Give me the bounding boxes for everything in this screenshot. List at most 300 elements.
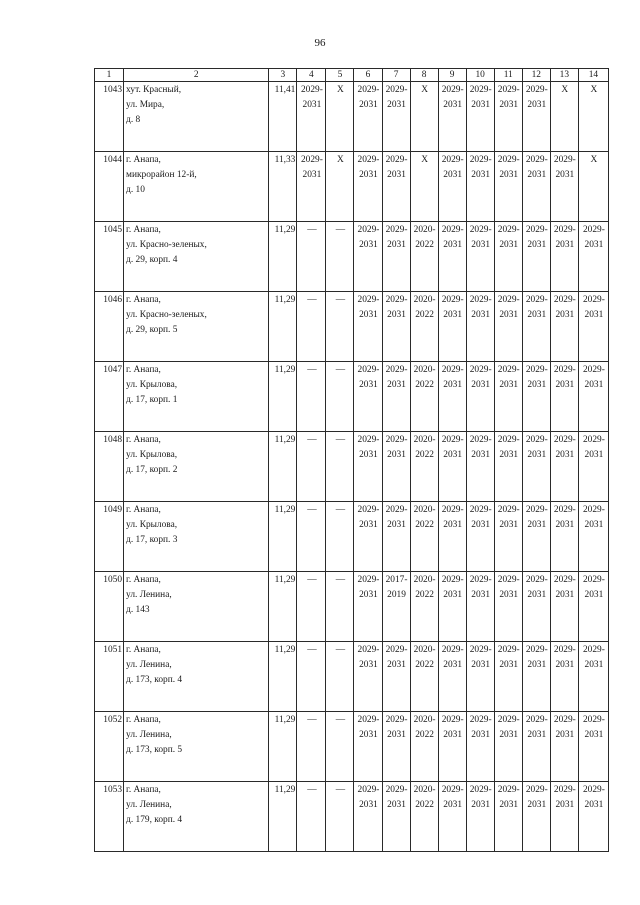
period-line: 2031 (387, 450, 406, 460)
period-cell (550, 642, 578, 712)
period-line: X (590, 155, 598, 165)
period-line: 2031 (443, 100, 462, 110)
period-cell (326, 782, 354, 852)
period-line: 2020- (413, 575, 436, 585)
value-cell: 11,29 (269, 292, 297, 362)
period-line: 2031 (527, 730, 547, 740)
period-cell (326, 362, 354, 432)
period-line: 2031 (555, 450, 575, 460)
address-line: д. 29, корп. 5 (126, 325, 178, 335)
period-cell (522, 222, 550, 292)
period-line: 2029- (441, 645, 464, 655)
period-line: 2029- (385, 645, 408, 655)
period-cell (410, 712, 438, 782)
address-cell (124, 502, 269, 572)
period-line: 2029- (357, 365, 380, 375)
period-line: 2029- (469, 645, 492, 655)
period-line: 2029- (441, 155, 464, 165)
period-line: 2029- (357, 85, 380, 95)
period-cell (578, 642, 608, 712)
period-line: 2029- (385, 785, 408, 795)
period-line: 2029- (357, 155, 380, 165)
address-line: ул. Красно-зеленых, (126, 240, 207, 250)
table-row (95, 572, 609, 642)
period-line: 2029- (441, 295, 464, 305)
period-line: 2029- (582, 575, 605, 585)
period-cell (438, 82, 466, 152)
column-header: 4 (297, 69, 326, 82)
period-line: 2029- (525, 785, 548, 795)
period-line: 2029- (582, 365, 605, 375)
address-line: д. 10 (126, 185, 145, 195)
period-cell (410, 642, 438, 712)
address-cell (124, 782, 269, 852)
period-line: 2029- (300, 85, 323, 95)
period-line: 2031 (443, 170, 462, 180)
period-line: 2029- (441, 365, 464, 375)
address-cell (124, 222, 269, 292)
address-line: д. 143 (126, 605, 150, 615)
period-line: 2031 (555, 800, 575, 810)
address-line: д. 173, корп. 5 (126, 745, 183, 755)
period-line: 2022 (415, 730, 434, 740)
period-line: 2031 (443, 520, 462, 530)
column-header: 2 (124, 69, 269, 82)
period-cell (550, 502, 578, 572)
address-line: д. 29, корп. 4 (126, 255, 178, 265)
period-cell (326, 82, 354, 152)
period-line: 2031 (443, 310, 462, 320)
table-row (95, 782, 609, 852)
address-cell (124, 572, 269, 642)
value-cell: 11,29 (269, 502, 297, 572)
period-line: 2029- (525, 715, 548, 725)
period-line: 2029- (469, 715, 492, 725)
row-number: 1050 (95, 572, 124, 642)
address-cell (124, 362, 269, 432)
page-number: 96 (314, 37, 326, 49)
period-line: 2031 (387, 660, 406, 670)
period-line: 2031 (359, 590, 378, 600)
table-row (95, 432, 609, 502)
period-line: 2029- (385, 85, 408, 95)
period-line: 2031 (359, 800, 378, 810)
period-line: — (335, 785, 346, 795)
period-line: 2031 (555, 240, 575, 250)
period-line: 2031 (471, 730, 491, 740)
column-header: 5 (326, 69, 354, 82)
row-number: 1043 (95, 82, 124, 152)
period-cell (354, 222, 382, 292)
table-row (95, 502, 609, 572)
address-line: г. Анапа, (126, 365, 161, 375)
row-number: 1051 (95, 642, 124, 712)
period-line: 2031 (359, 380, 378, 390)
period-cell (354, 642, 382, 712)
period-cell (354, 432, 382, 502)
period-line: 2031 (555, 660, 575, 670)
period-cell (410, 292, 438, 362)
period-line: 2022 (415, 380, 434, 390)
period-line: 2029- (385, 505, 408, 515)
period-line: — (307, 295, 317, 305)
period-line: 2029- (385, 225, 408, 235)
period-cell (466, 152, 494, 222)
period-line: 2031 (527, 310, 547, 320)
row-number: 1047 (95, 362, 124, 432)
period-line: 2029- (497, 225, 520, 235)
period-cell (466, 82, 494, 152)
address-cell (124, 712, 269, 782)
period-cell (382, 572, 410, 642)
period-cell (297, 432, 326, 502)
period-line: 2020- (413, 645, 436, 655)
period-line: 2029- (469, 435, 492, 445)
period-cell (297, 572, 326, 642)
period-line: — (335, 505, 346, 515)
period-line: 2019 (387, 590, 406, 600)
period-cell (550, 222, 578, 292)
address-line: г. Анапа, (126, 575, 161, 585)
address-line: д. 8 (126, 115, 141, 125)
period-line: 2031 (359, 170, 378, 180)
period-line: 2031 (302, 100, 322, 110)
period-line: 2031 (387, 520, 406, 530)
period-cell (522, 502, 550, 572)
period-line: 2022 (415, 240, 434, 250)
period-line: 2029- (497, 575, 520, 585)
period-line: — (307, 785, 317, 795)
period-line: 2031 (584, 730, 604, 740)
period-cell (382, 502, 410, 572)
period-line: X (590, 85, 598, 95)
period-line: 2031 (555, 170, 575, 180)
period-line: 2029- (525, 645, 548, 655)
period-cell (354, 572, 382, 642)
period-line: 2031 (584, 800, 604, 810)
period-line: 2031 (584, 310, 604, 320)
period-line: 2029- (582, 295, 605, 305)
period-line: 2029- (525, 575, 548, 585)
period-cell (382, 362, 410, 432)
address-line: хут. Красный, (126, 85, 182, 95)
period-cell (382, 222, 410, 292)
value-cell: 11,29 (269, 362, 297, 432)
period-cell (494, 712, 522, 782)
period-cell (578, 292, 608, 362)
period-line: 2031 (499, 520, 519, 530)
address-line: ул. Ленина, (126, 730, 172, 740)
period-line: 2020- (413, 225, 436, 235)
period-line: 2031 (499, 240, 519, 250)
table-row (95, 642, 609, 712)
period-line: X (561, 85, 569, 95)
period-line: 2031 (471, 800, 491, 810)
period-cell (410, 82, 438, 152)
period-line: — (335, 575, 346, 585)
period-cell (522, 712, 550, 782)
period-line: 2031 (584, 380, 604, 390)
period-line: 2029- (441, 85, 464, 95)
period-cell (410, 572, 438, 642)
period-line: 2031 (359, 520, 378, 530)
period-line: 2029- (385, 365, 408, 375)
period-line: 2029- (582, 715, 605, 725)
value-cell: 11,29 (269, 572, 297, 642)
period-cell (578, 222, 608, 292)
period-line: 2031 (499, 800, 519, 810)
column-header: 6 (354, 69, 382, 82)
period-line: 2029- (469, 365, 492, 375)
period-cell (466, 572, 494, 642)
period-cell (326, 292, 354, 362)
period-line: 2029- (582, 435, 605, 445)
address-cell (124, 152, 269, 222)
period-line: 2029- (525, 295, 548, 305)
period-line: 2031 (471, 170, 491, 180)
period-line: 2029- (441, 225, 464, 235)
period-cell (466, 292, 494, 362)
address-line: д. 173, корп. 4 (126, 675, 183, 685)
period-cell (326, 712, 354, 782)
period-line: 2031 (499, 170, 519, 180)
period-line: 2020- (413, 715, 436, 725)
period-line: 2031 (584, 450, 604, 460)
address-line: г. Анапа, (126, 225, 161, 235)
period-line: 2029- (582, 785, 605, 795)
period-line: 2031 (527, 800, 547, 810)
address-cell (124, 642, 269, 712)
period-line: 2029- (357, 575, 380, 585)
period-cell (550, 362, 578, 432)
period-cell (494, 292, 522, 362)
period-line: 2031 (527, 380, 547, 390)
address-line: г. Анапа, (126, 505, 161, 515)
period-line: 2029- (469, 85, 492, 95)
period-cell (410, 502, 438, 572)
period-cell (410, 432, 438, 502)
period-line: 2031 (555, 520, 575, 530)
period-line: 2031 (584, 520, 604, 530)
period-line: 2031 (387, 170, 406, 180)
period-line: 2031 (471, 380, 491, 390)
period-line: — (335, 225, 346, 235)
period-cell (410, 362, 438, 432)
period-line: 2029- (582, 225, 605, 235)
value-cell: 11,29 (269, 432, 297, 502)
period-line: 2029- (385, 155, 408, 165)
period-line: 2029- (582, 645, 605, 655)
period-cell (494, 572, 522, 642)
period-line: 2029- (385, 295, 408, 305)
period-line: 2029- (553, 435, 576, 445)
period-line: 2031 (387, 730, 406, 740)
period-line: 2031 (359, 660, 378, 670)
period-line: 2031 (471, 310, 491, 320)
period-cell (466, 642, 494, 712)
address-line: микрорайон 12-й, (126, 170, 197, 180)
period-line: — (335, 435, 346, 445)
period-cell (438, 782, 466, 852)
period-line: 2031 (499, 730, 519, 740)
period-cell (550, 782, 578, 852)
value-cell: 11,29 (269, 642, 297, 712)
period-cell (326, 432, 354, 502)
address-line: ул. Крылова, (126, 450, 178, 460)
row-number: 1053 (95, 782, 124, 852)
period-line: 2031 (555, 380, 575, 390)
table-row (95, 292, 609, 362)
address-cell (124, 292, 269, 362)
period-cell (466, 432, 494, 502)
period-line: 2031 (499, 310, 519, 320)
period-cell (522, 782, 550, 852)
period-line: 2029- (357, 505, 380, 515)
period-line: 2029- (357, 785, 380, 795)
period-line: 2029- (582, 505, 605, 515)
period-line: 2029- (497, 715, 520, 725)
period-line: 2029- (553, 715, 576, 725)
period-line: 2031 (499, 660, 519, 670)
period-cell (466, 782, 494, 852)
period-cell (297, 362, 326, 432)
period-line: 2029- (553, 645, 576, 655)
period-line: 2031 (443, 380, 462, 390)
period-line: — (307, 365, 317, 375)
period-cell (438, 502, 466, 572)
address-line: г. Анапа, (126, 785, 161, 795)
period-cell (410, 782, 438, 852)
period-line: 2031 (471, 590, 491, 600)
period-line: X (421, 85, 428, 95)
period-line: 2022 (415, 520, 434, 530)
period-cell (382, 712, 410, 782)
address-line: д. 179, корп. 4 (126, 815, 183, 825)
value-cell: 11,29 (269, 222, 297, 292)
period-line: 2029- (469, 295, 492, 305)
period-line: 2031 (443, 240, 462, 250)
row-number: 1046 (95, 292, 124, 362)
period-line: 2031 (499, 100, 519, 110)
period-line: 2029- (553, 155, 576, 165)
period-line: 2031 (471, 100, 491, 110)
address-line: ул. Красно-зеленых, (126, 310, 207, 320)
period-line: 2017- (385, 575, 408, 585)
column-header: 7 (382, 69, 410, 82)
address-cell (124, 432, 269, 502)
value-cell: 11,29 (269, 782, 297, 852)
period-cell (550, 432, 578, 502)
address-line: ул. Мира, (126, 100, 165, 110)
period-line: — (335, 715, 346, 725)
period-cell (410, 222, 438, 292)
period-cell (494, 782, 522, 852)
period-cell (382, 432, 410, 502)
period-cell (297, 712, 326, 782)
address-line: д. 17, корп. 3 (126, 535, 178, 545)
period-line: 2029- (553, 505, 576, 515)
period-cell (297, 782, 326, 852)
period-line: 2029- (497, 85, 520, 95)
column-header: 10 (466, 69, 494, 82)
period-line: 2029- (469, 155, 492, 165)
period-line: 2031 (555, 730, 575, 740)
period-cell (297, 222, 326, 292)
period-line: 2029- (525, 155, 548, 165)
period-line: 2031 (443, 590, 462, 600)
period-line: — (307, 645, 317, 655)
period-line: 2020- (413, 505, 436, 515)
period-line: 2031 (471, 240, 491, 250)
period-line: 2029- (553, 785, 576, 795)
period-cell (354, 712, 382, 782)
period-line: 2031 (359, 100, 378, 110)
period-cell (494, 502, 522, 572)
period-cell (522, 362, 550, 432)
period-line: — (307, 225, 317, 235)
period-cell (438, 432, 466, 502)
period-cell (382, 292, 410, 362)
period-line: 2031 (387, 800, 406, 810)
period-line: 2029- (553, 365, 576, 375)
period-line: 2022 (415, 660, 434, 670)
value-cell: 11,29 (269, 712, 297, 782)
period-cell (494, 432, 522, 502)
row-number: 1045 (95, 222, 124, 292)
period-line: 2031 (443, 730, 462, 740)
address-cell (124, 82, 269, 152)
address-line: г. Анапа, (126, 645, 161, 655)
period-line: X (337, 155, 344, 165)
period-cell (522, 572, 550, 642)
period-line: 2029- (497, 155, 520, 165)
period-line: 2031 (527, 660, 547, 670)
address-line: д. 17, корп. 2 (126, 465, 178, 475)
period-line: 2029- (385, 435, 408, 445)
period-line: 2029- (525, 225, 548, 235)
period-cell (466, 502, 494, 572)
period-line: 2029- (553, 225, 576, 235)
period-line: 2022 (415, 800, 434, 810)
column-header: 14 (578, 69, 608, 82)
period-cell (354, 782, 382, 852)
period-line: 2031 (443, 800, 462, 810)
value-cell: 11,33 (269, 152, 297, 222)
period-line: — (335, 365, 346, 375)
period-line: 2031 (527, 450, 547, 460)
period-cell (382, 82, 410, 152)
column-header: 13 (550, 69, 578, 82)
row-number: 1052 (95, 712, 124, 782)
period-line: — (307, 505, 317, 515)
period-cell (550, 82, 578, 152)
period-line: 2029- (441, 505, 464, 515)
address-line: ул. Ленина, (126, 660, 172, 670)
period-cell (438, 362, 466, 432)
period-line: 2022 (415, 310, 434, 320)
period-cell (438, 642, 466, 712)
period-line: 2020- (413, 295, 436, 305)
period-line: 2031 (527, 240, 547, 250)
period-line: 2029- (469, 575, 492, 585)
period-line: 2029- (441, 435, 464, 445)
period-line: 2029- (441, 575, 464, 585)
period-cell (297, 152, 326, 222)
period-line: 2031 (555, 310, 575, 320)
period-cell (550, 572, 578, 642)
period-line: 2029- (469, 785, 492, 795)
period-line: 2029- (469, 505, 492, 515)
